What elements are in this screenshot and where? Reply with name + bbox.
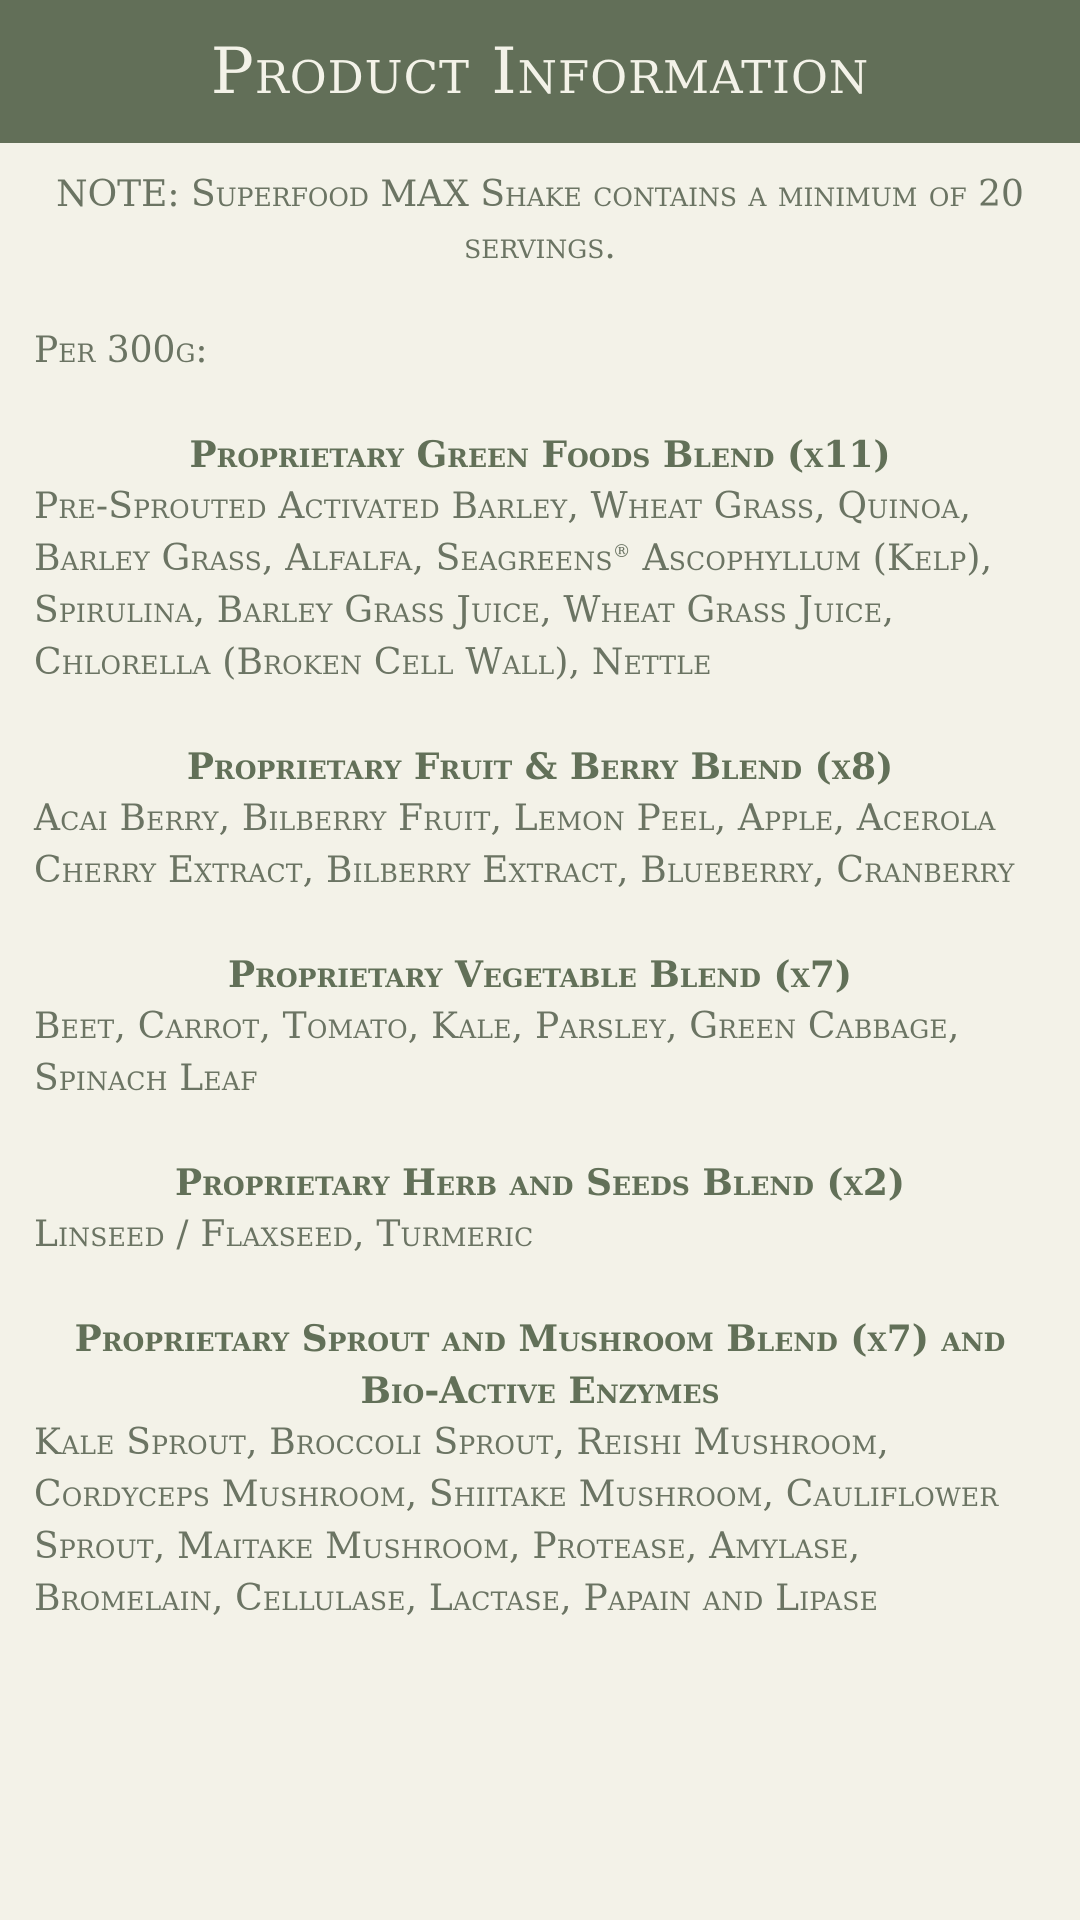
sprout-mushroom-blend-section [34,1313,1046,1625]
sprout-mushroom-blend-ingredients: Kale Sprout, Broccoli Sprout, Reishi Mushroom, Cordyceps Mushroom, Shiitake Mushroom, Cauliflower Sprout, Maitake Mushroom, Protease, Amylase, Bromelain, Cellulase, Lactase, Papain and Lipase [34,1422,999,1619]
green-foods-blend-ingredients-part1: Pre-Sprouted Activated Barley, Wheat Grass, Quinoa, Barley Grass, Alfalfa, Seagreens [34,486,972,579]
fruit-berry-blend-ingredients: Acai Berry, Bilberry Fruit, Lemon Peel, Apple, Acerola Cherry Extract, Bilberry Extract, Blueberry, Cranberry [34,798,1015,891]
per-300g-label: Per 300g: [34,330,208,371]
registered-trademark-symbol: ® [612,541,631,562]
servings-note: NOTE: Superfood MAX Shake contains a minimum of 20 servings. [56,174,1024,267]
vegetable-blend-section [34,949,1046,1105]
herb-seeds-blend-ingredients: Linseed / Flaxseed, Turmeric [34,1214,534,1255]
fruit-berry-blend-title: Proprietary Fruit & Berry Blend (x8) [186,746,894,788]
herb-seeds-blend-section [34,1157,1046,1261]
page-title: Product Information [210,34,870,109]
herb-seeds-blend-title: Proprietary Herb and Seeds Blend (x2) [175,1162,905,1204]
vegetable-blend-ingredients: Beet, Carrot, Tomato, Kale, Parsley, Green Cabbage, Spinach Leaf [34,1006,960,1099]
vegetable-blend-title: Proprietary Vegetable Blend (x7) [228,954,852,996]
green-foods-blend-section [34,429,1046,689]
green-foods-blend-title: Proprietary Green Foods Blend (x11) [189,434,891,476]
product-information-content [0,143,1080,1625]
fruit-berry-blend-section [34,741,1046,897]
green-foods-blend-ingredients [34,481,1046,689]
page-header [0,0,1080,143]
green-foods-blend-ingredients-part2: Ascophyllum (Kelp), Spirulina, Barley Grass Juice, Wheat Grass Juice, Chlorella (Broken Cell Wall), Nettle [34,538,993,683]
sprout-mushroom-blend-title: Proprietary Sprout and Mushroom Blend (x7) and Bio-Active Enzymes [74,1318,1006,1412]
